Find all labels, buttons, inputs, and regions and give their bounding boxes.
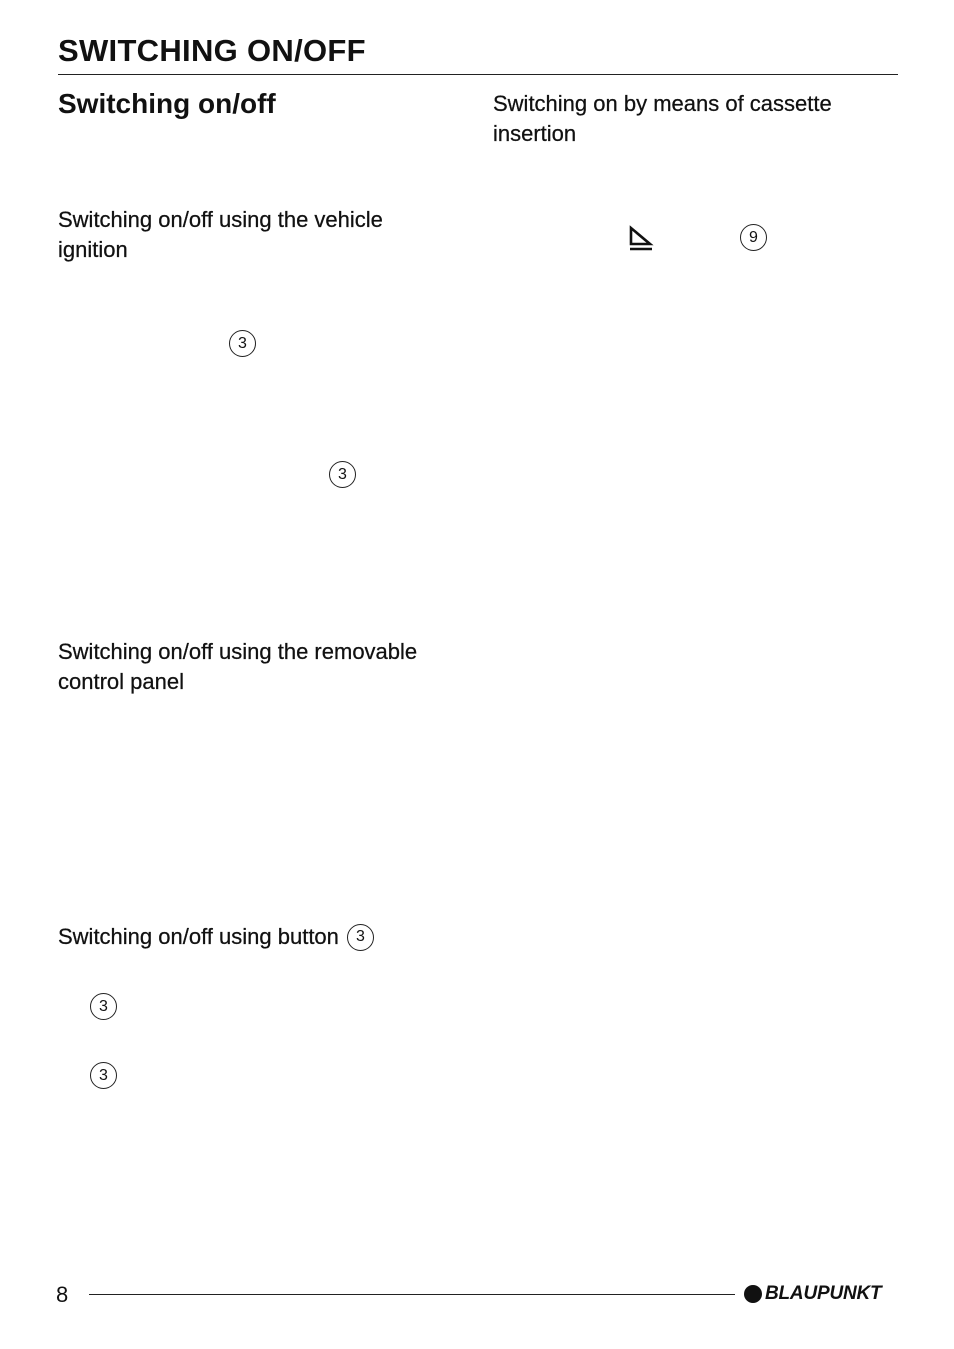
brand-name: BLAUPUNKT [765, 1283, 882, 1304]
brand-dot-icon [744, 1285, 762, 1303]
key-reference-badge: 3 [90, 1062, 117, 1089]
subhead-control-panel: Switching on/off using the removable control panel [58, 639, 418, 694]
brand-logo [744, 1283, 881, 1305]
eject-icon [628, 225, 654, 251]
section-title: Switching on/off [58, 88, 276, 119]
subhead-cassette: Switching on by means of cassette insertion [493, 91, 832, 146]
key-reference-badge: 9 [740, 224, 767, 251]
key-reference-badge: 3 [347, 924, 374, 951]
page-header: SWITCHING ON/OFF [58, 33, 366, 68]
subhead-button-text: Switching on/off using button [58, 924, 339, 949]
key-reference-badge: 3 [90, 993, 117, 1020]
subhead-button [58, 922, 374, 952]
header-divider [58, 74, 898, 75]
subhead-vehicle-ignition: Switching on/off using the vehicle ignition [58, 207, 383, 262]
key-reference-badge: 3 [229, 330, 256, 357]
footer-divider [89, 1294, 735, 1295]
key-reference-badge: 3 [329, 461, 356, 488]
page-number: 8 [56, 1282, 69, 1307]
